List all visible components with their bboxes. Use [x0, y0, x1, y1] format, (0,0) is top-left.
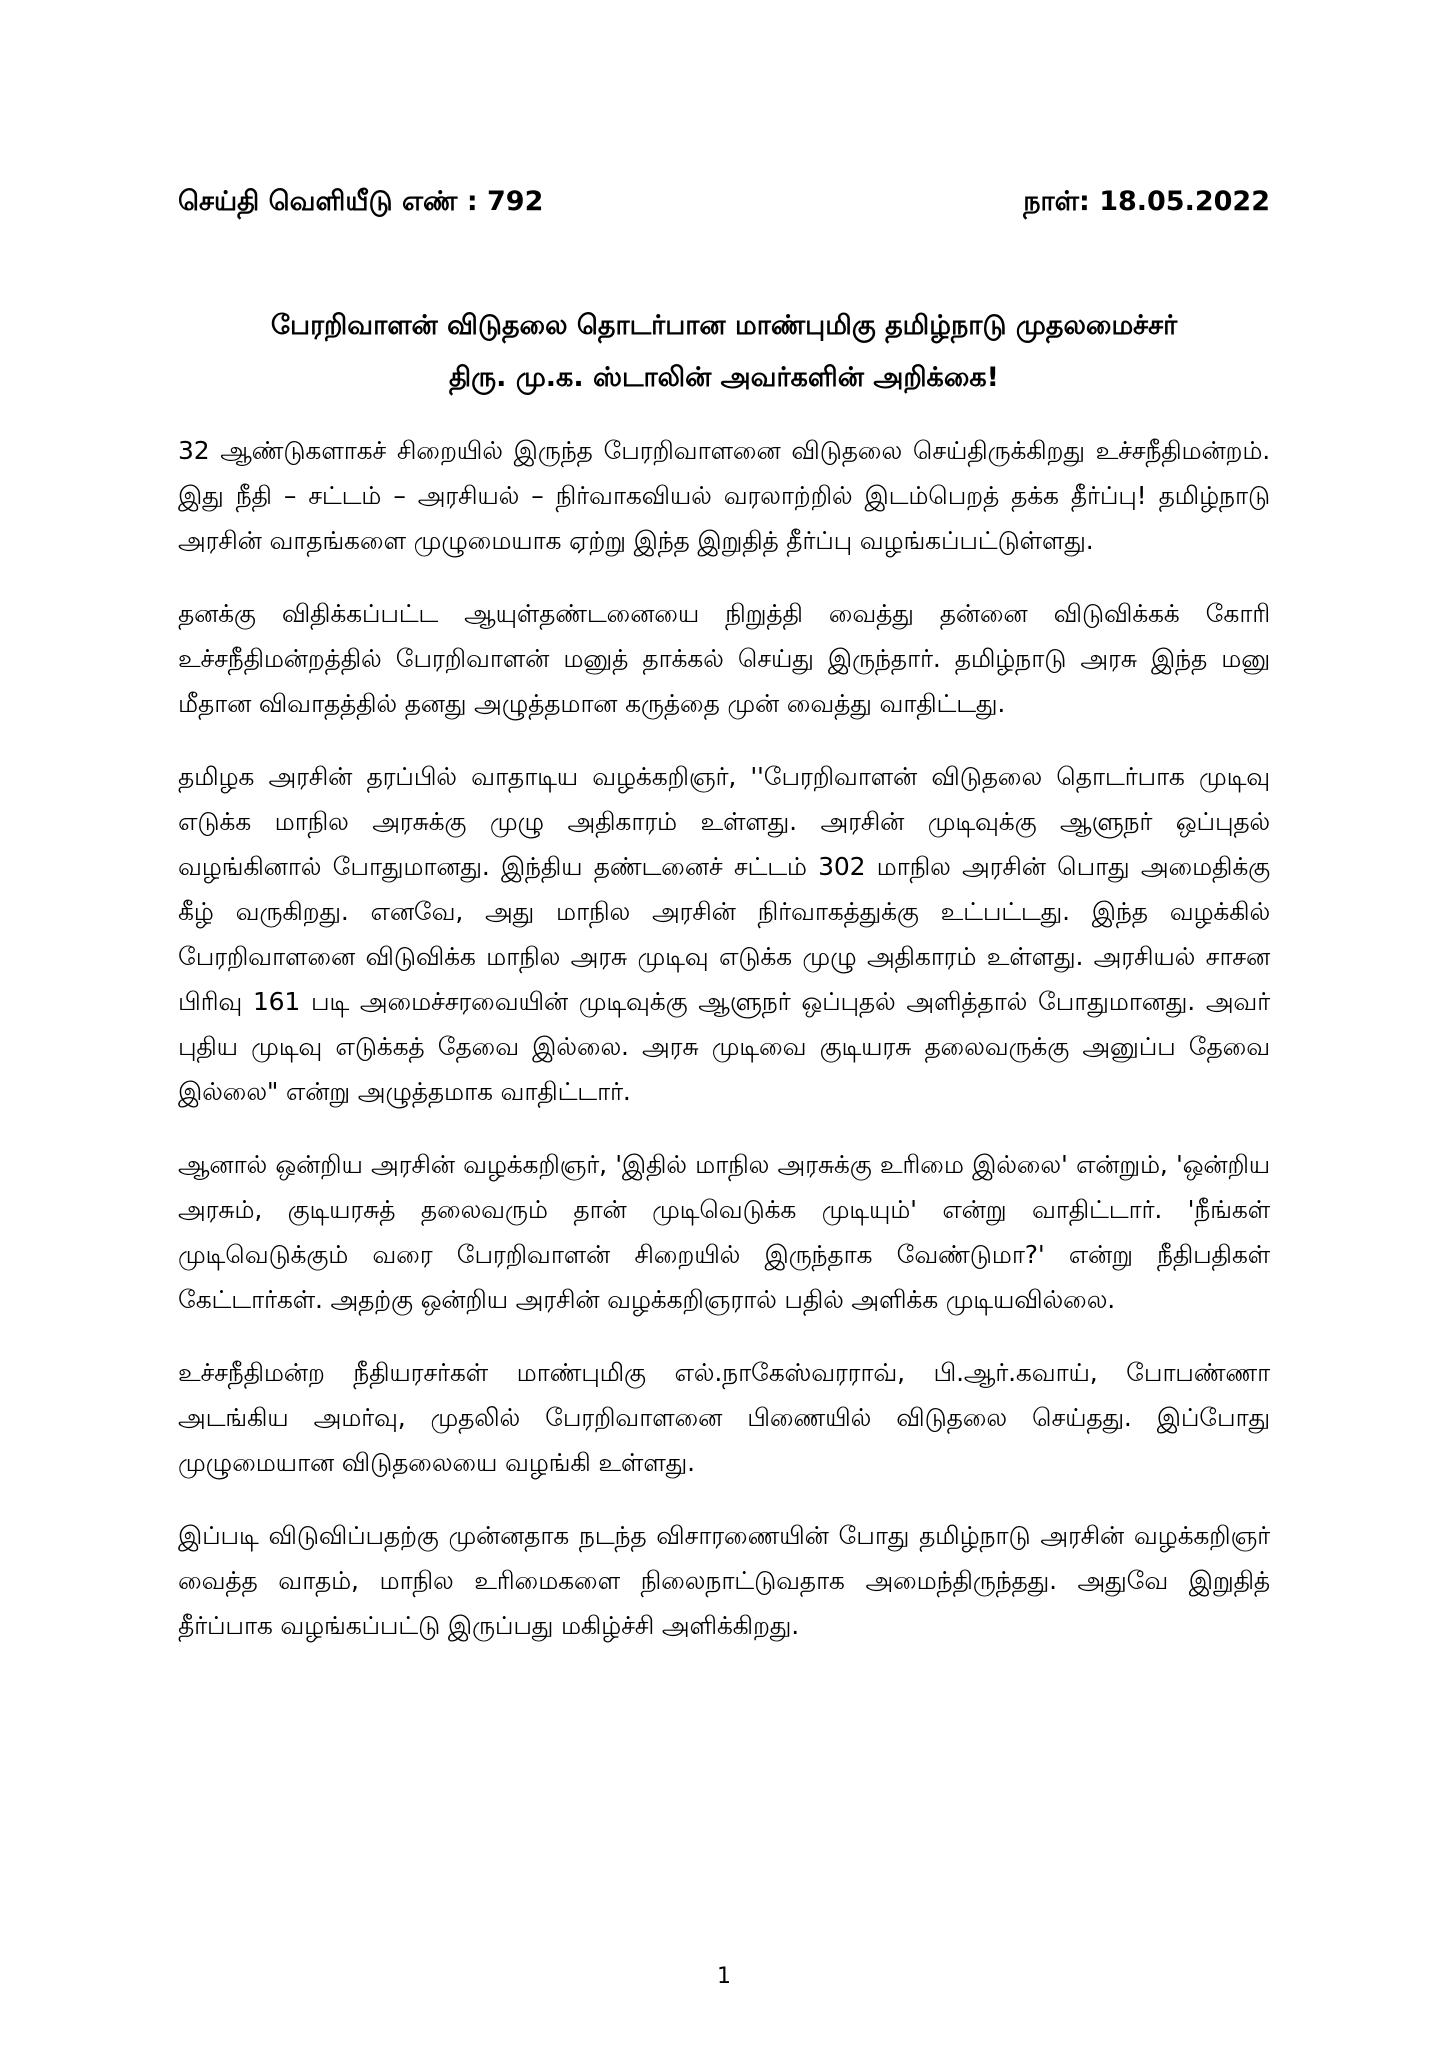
document-header	[178, 182, 1270, 222]
paragraph: இப்படி விடுவிப்பதற்கு முன்னதாக நடந்த விசாரணையின் போது தமிழ்நாடு அரசின் வழக்கறிஞர் வைத்த வாதம், மாநில உரிமைகளை நிலைநாட்டுவதாக அமைந்திருந்தது. அதுவே இறுதித் தீர்ப்பாக வழங்கப்பட்டு இருப்பது மகிழ்ச்சி அளிக்கிறது.	[178, 1521, 1270, 1640]
paragraph: உச்சநீதிமன்ற நீதியரசர்கள் மாண்புமிகு எல்.நாகேஸ்வரராவ், பி.ஆர்.கவாய், போபண்ணா அடங்கிய அமர்வு, முதலில் பேரறிவாளனை பிணையில் விடுதலை செய்தது. இப்போது முழுமையான விடுதலையை வழங்கி உள்ளது.	[178, 1358, 1270, 1477]
paragraph: தனக்கு விதிக்கப்பட்ட ஆயுள்தண்டனையை நிறுத்தி வைத்து தன்னை விடுவிக்கக் கோரி உச்சநீதிமன்றத்தில் பேரறிவாளன் மனுத் தாக்கல் செய்து இருந்தார். தமிழ்நாடு அரசு இந்த மனு மீதான விவாதத்தில் தனது அழுத்தமான கருத்தை முன் வைத்து வாதிட்டது.	[178, 599, 1270, 718]
release-date: நாள்: 18.05.2022	[1023, 186, 1270, 217]
page-number: 1	[717, 1964, 731, 1989]
title-line-2: திரு. மு.க. ஸ்டாலின் அவர்களின் அறிக்கை!	[449, 362, 999, 393]
paragraph: 32 ஆண்டுகளாகச் சிறையில் இருந்த பேரறிவாளனை விடுதலை செய்திருக்கிறது உச்சநீதிமன்றம். இது நீதி – சட்டம் – அரசியல் – நிர்வாகவியல் வரலாற்றில் இடம்பெறத் தக்க தீர்ப்பு! தமிழ்நாடு அரசின் வாதங்களை முழுமையாக ஏற்று இந்த இறுதித் தீர்ப்பு வழங்கப்பட்டுள்ளது.	[178, 436, 1270, 555]
press-release-number: செய்தி வெளியீடு எண் : 792	[178, 186, 544, 217]
paragraph: தமிழக அரசின் தரப்பில் வாதாடிய வழக்கறிஞர், ''பேரறிவாளன் விடுதலை தொடர்பாக முடிவு எடுக்க மாநில அரசுக்கு முழு அதிகாரம் உள்ளது. அரசின் முடிவுக்கு ஆளுநர் ஒப்புதல் வழங்கினால் போதுமானது. இந்திய தண்டனைச் சட்டம் 302 மாநில அரசின் பொது அமைதிக்கு கீழ் வருகிறது. எனவே, அது மாநில அரசின் நிர்வாகத்துக்கு உட்பட்டது. இந்த வழக்கில் பேரறிவாளனை விடுவிக்க மாநில அரசு முடிவு எடுக்க முழு அதிகாரம் உள்ளது. அரசியல் சாசன பிரிவு 161 படி அமைச்சரவையின் முடிவுக்கு ஆளுநர் ஒப்புதல் அளித்தால் போதுமானது. அவர் புதிய முடிவு எடுக்கத் தேவை இல்லை. அரசு முடிவை குடியரசு தலைவருக்கு அனுப்ப தேவை இல்லை" என்று அழுத்தமாக வாதிட்டார்.	[178, 762, 1270, 1106]
title-line-1: பேரறிவாளன் விடுதலை தொடர்பான மாண்புமிகு தமிழ்நாடு முதலமைச்சர்	[270, 310, 1178, 341]
paragraph: ஆனால் ஒன்றிய அரசின் வழக்கறிஞர், 'இதில் மாநில அரசுக்கு உரிமை இல்லை' என்றும், 'ஒன்றிய அரசும், குடியரசுத் தலைவரும் தான் முடிவெடுக்க முடியும்' என்று வாதிட்டார். 'நீங்கள் முடிவெடுக்கும் வரை பேரறிவாளன் சிறையில் இருந்தாக வேண்டுமா?' என்று நீதிபதிகள் கேட்டார்கள். அதற்கு ஒன்றிய அரசின் வழக்கறிஞரால் பதில் அளிக்க முடியவில்லை.	[178, 1150, 1270, 1314]
document-body	[178, 428, 1270, 1676]
document-title	[178, 300, 1270, 404]
